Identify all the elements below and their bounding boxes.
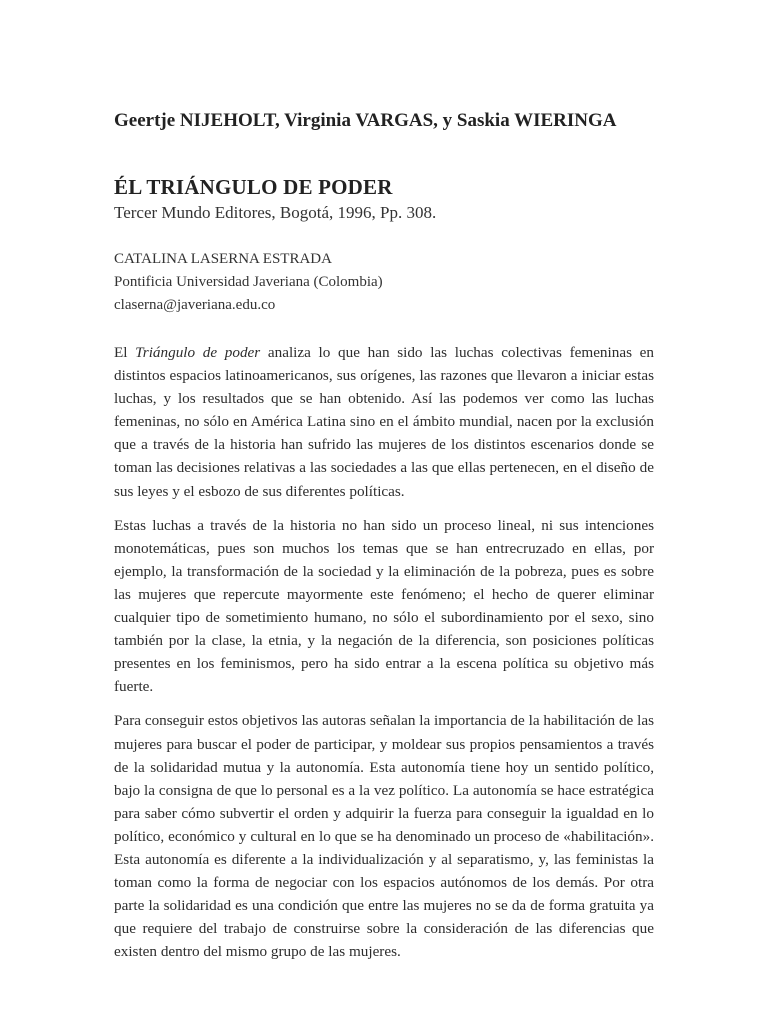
italic-text: Triángulo de poder [135, 344, 261, 361]
paragraph-text: Estas luchas a través de la historia no han sido un proceso lineal, ni sus intenciones monotemáticas, pues son muchos los temas que se han entrecruzado en ellas, por ejemplo, la transformación de la sociedad y la eliminación de la pobreza, pues es sobre las mujeres que repercute mayormente este fenómeno; el hecho de querer eliminar cualquier tipo de sometimiento humano, no sólo el subordinamiento por el sexo, sino también por la clase, la etnia, y la negación de la diferencia, son posiciones políticas presentes en los feminismos, pero ha sido entrar a la escena política su objetivo más fuerte. [114, 516, 654, 696]
reviewer-name: CATALINA LASERNA ESTRADA [114, 251, 332, 267]
publication-info: Tercer Mundo Editores, Bogotá, 1996, Pp. 308. [114, 203, 437, 222]
review-page [114, 96, 654, 974]
paragraph-2 [114, 514, 654, 699]
reviewer-block [114, 248, 654, 317]
paragraph-1 [114, 341, 654, 503]
review-body [114, 341, 654, 963]
book-authors: Geertje NIJEHOLT, Virginia VARGAS, y Saskia WIERINGA [114, 110, 617, 131]
paragraph-3 [114, 709, 654, 963]
paragraph-text: El [114, 344, 136, 361]
paragraph-text: Para conseguir estos objetivos las autoras señalan la importancia de la habilitación de las mujeres para buscar el poder de participar, y moldear sus propios pensamientos a través de la solidaridad mutua y la autonomía. Esta autonomía tiene hoy un sentido político, bajo la consigna de que lo personal es a la vez político. La autonomía se hace estratégica para saber cómo subvertir el orden y adquirir la fuerza para conseguir la igualdad en lo político, económico y cultural en lo que se ha denominado un proceso de «habilitación». Esta autonomía es diferente a la individualización y al separatismo, y, las feministas la toman como la forma de negociar con los espacios autónomos de los demás. Por otra parte la solidaridad es una condición que entre las mujeres no se da de forma gratuita ya que requiere del trabajo de construirse sobre la consideración de las diferencias que existen dentro del mismo grupo de las mujeres. [114, 712, 654, 961]
reviewer-affiliation: Pontificia Universidad Javeriana (Colombia) [114, 274, 383, 290]
paragraph-text: analiza lo que han sido las luchas colectivas femeninas en distintos espacios latinoamericanos, sus orígenes, las razones que llevaron a iniciar estas luchas, y los resultados que se han obtenido. Así las podemos ver como las luchas femeninas, no sólo en América Latina sino en el ámbito mundial, nacen por la exclusión que a través de la historia han sufrido las mujeres de los distintos escenarios donde se toman las decisiones relativas a las sociedades a las que ellas pertenecen, en el diseño de sus leyes y el esbozo de sus diferentes políticas. [114, 344, 654, 500]
book-title: ÉL TRIÁNGULO DE PODER [114, 175, 393, 199]
reviewer-email[interactable]: claserna@javeriana.edu.co [114, 297, 276, 313]
